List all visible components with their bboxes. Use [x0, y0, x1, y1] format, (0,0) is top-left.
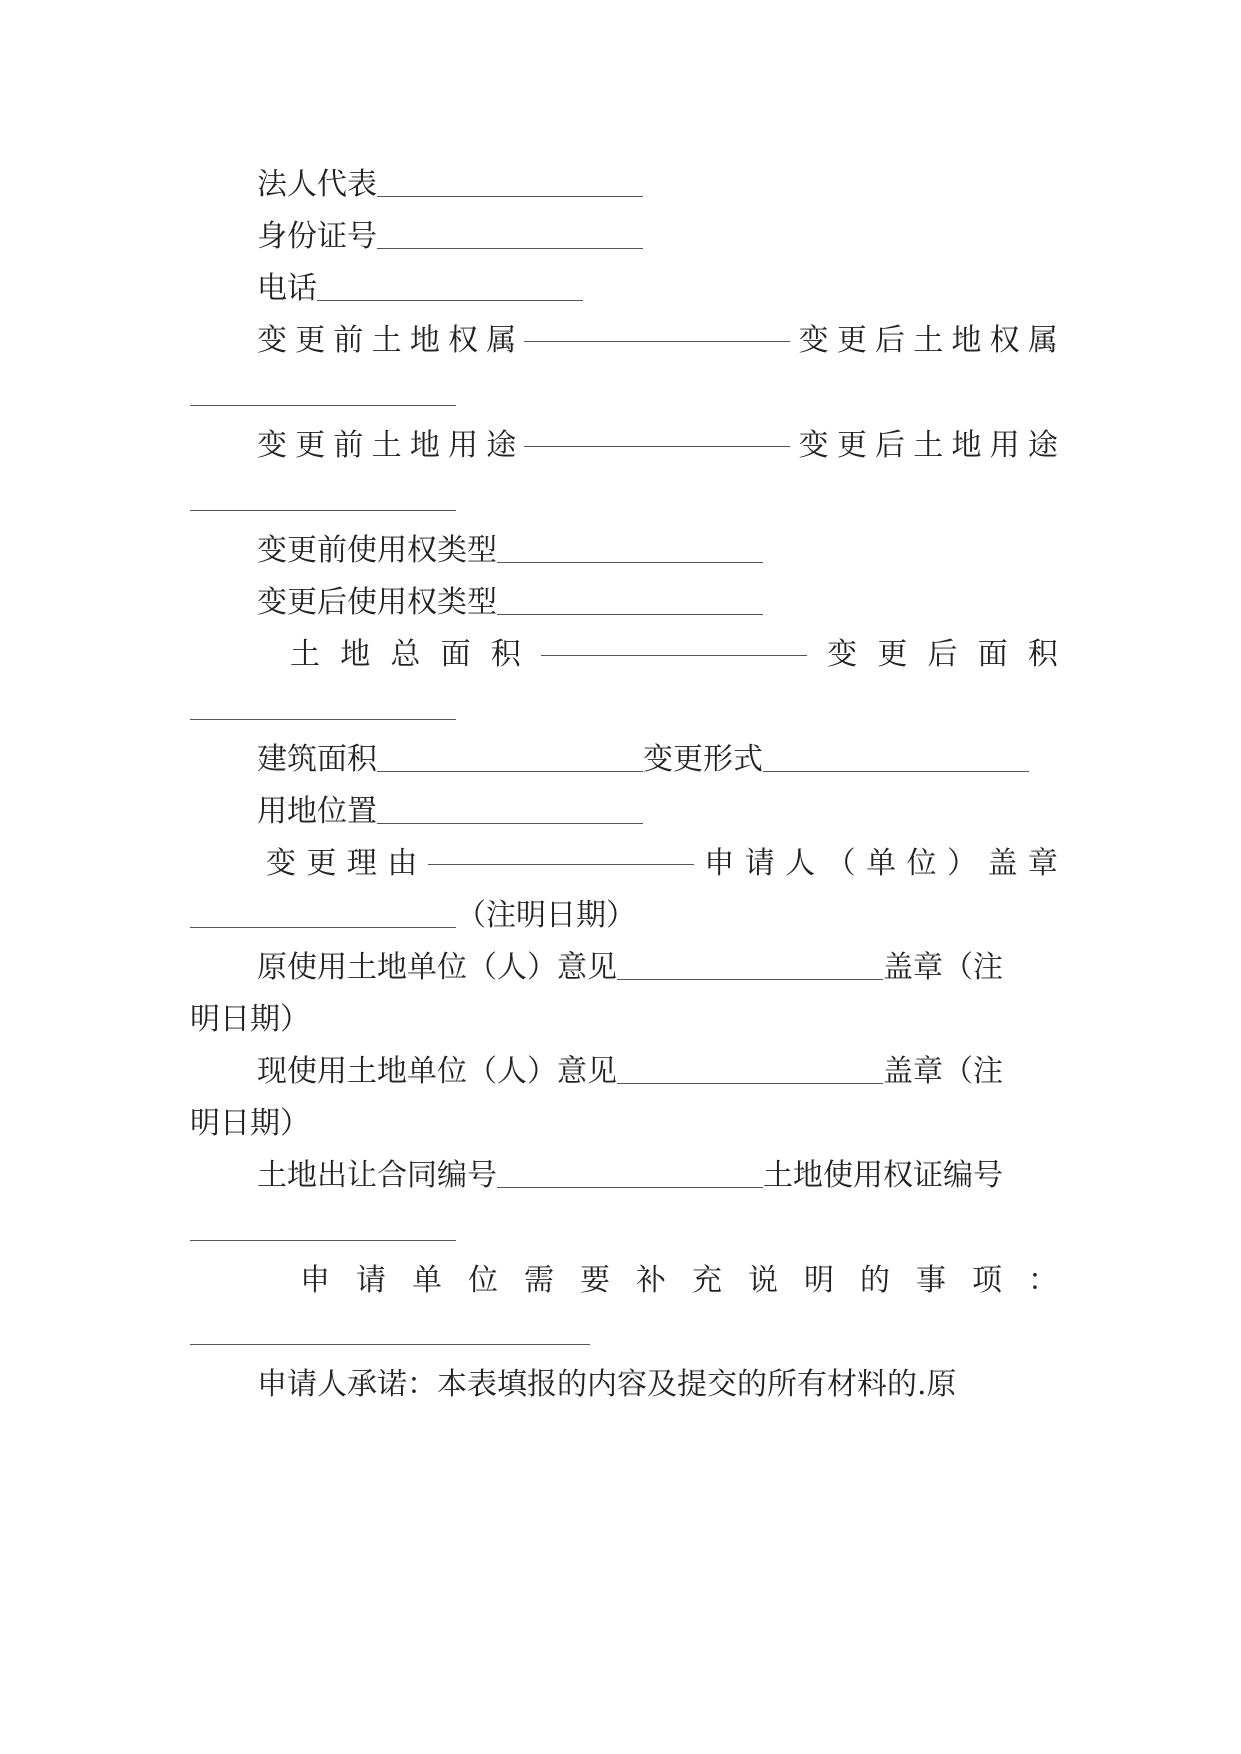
orig-opinion-blank[interactable]: [617, 978, 883, 980]
area-after-blank-line: [190, 686, 1058, 730]
supplement-blank[interactable]: [190, 1343, 590, 1345]
cert-no-label: 土地使用权证编号: [763, 1158, 1003, 1193]
total-area-char: 面: [440, 637, 471, 672]
area-after-char: 变: [827, 637, 858, 672]
owner-after-char: 地: [951, 323, 982, 358]
use-before-char: 变: [257, 428, 287, 463]
supplement-char: 补: [636, 1263, 666, 1298]
legal-rep-line: [190, 163, 1058, 207]
total-area-char: 土: [290, 637, 320, 672]
supplement-char: 单: [412, 1263, 442, 1298]
owner-after-blank-line: [190, 372, 1058, 416]
owner-before-char: 属: [486, 323, 517, 358]
reason-char: 变: [266, 846, 296, 881]
building-area-blank[interactable]: [377, 770, 643, 772]
orig-opinion-label: 原使用土地单位（人）意见: [257, 950, 617, 985]
phone-label: 电话: [257, 271, 317, 306]
supplement-line: [190, 1259, 1058, 1303]
use-line: [190, 424, 1058, 468]
location-blank[interactable]: [377, 822, 643, 824]
reason-char: 理: [346, 846, 377, 881]
total-area-char: 地: [340, 637, 371, 672]
supplement-char: 充: [692, 1263, 722, 1298]
supplement-char: 请: [356, 1263, 386, 1298]
phone-line: [190, 267, 1058, 311]
owner-before-char: 土: [371, 323, 402, 358]
use-before-char: 地: [409, 428, 440, 463]
applicant-seal-char: 单: [866, 846, 897, 881]
use-before-blank[interactable]: [524, 445, 790, 447]
applicant-seal-char: 位: [906, 846, 937, 881]
id-number-line: [190, 215, 1058, 259]
curr-seal-cont-line: [190, 1102, 1058, 1146]
owner-before-char: 地: [409, 323, 440, 358]
cert-no-blank-line: [190, 1207, 1058, 1251]
use-after-blank[interactable]: [190, 509, 456, 511]
commitment-line: [190, 1363, 1058, 1407]
area-after-char: 积: [1027, 637, 1058, 672]
supplement-char: 需: [524, 1263, 554, 1298]
legal-rep-label: 法人代表: [257, 167, 377, 202]
orig-opinion-line: [190, 946, 1058, 990]
contract-line: [190, 1154, 1058, 1198]
cert-no-blank[interactable]: [190, 1239, 456, 1241]
orig-seal-cont-line: [190, 998, 1058, 1042]
seal-date-line: [190, 894, 1058, 938]
reason-char: 更: [306, 846, 337, 881]
right-type-before-line: [190, 529, 1058, 573]
use-after-char: 地: [951, 428, 982, 463]
area-after-blank[interactable]: [190, 718, 456, 720]
right-type-before-label: 变更前使用权类型: [257, 533, 497, 568]
use-before-char: 前: [333, 428, 364, 463]
use-after-char: 变: [798, 428, 829, 463]
building-area-label: 建筑面积: [257, 742, 377, 777]
curr-opinion-line: [190, 1050, 1058, 1094]
owner-after-char: 土: [913, 323, 944, 358]
owner-before-char: 权: [448, 323, 479, 358]
supplement-char: 位: [468, 1263, 498, 1298]
use-before-char: 更: [295, 428, 326, 463]
use-after-char: 后: [875, 428, 906, 463]
area-line: [190, 633, 1058, 677]
use-after-char: 土: [913, 428, 944, 463]
supplement-blank-line: [190, 1311, 1058, 1355]
commitment-text: 申请人承诺：本表填报的内容及提交的所有材料的.原: [257, 1367, 957, 1402]
applicant-seal-char: 章: [1027, 846, 1058, 881]
reason-char: 由: [387, 846, 418, 881]
area-after-char: 面: [977, 637, 1008, 672]
id-number-blank[interactable]: [377, 247, 643, 249]
owner-before-blank[interactable]: [524, 340, 790, 342]
supplement-char: 项: [972, 1263, 1002, 1298]
right-type-after-label: 变更后使用权类型: [257, 585, 497, 620]
total-area-blank[interactable]: [541, 654, 807, 656]
owner-after-char: 后: [875, 323, 906, 358]
use-before-char: 土: [371, 428, 402, 463]
supplement-char: ：: [1028, 1263, 1058, 1298]
use-after-blank-line: [190, 477, 1058, 521]
location-label: 用地位置: [257, 794, 377, 829]
supplement-char: 要: [580, 1263, 610, 1298]
location-line: [190, 790, 1058, 834]
orig-seal-label: 盖章（注: [883, 950, 1003, 985]
change-form-label: 变更形式: [643, 742, 763, 777]
total-area-char: 积: [490, 637, 521, 672]
area-after-char: 更: [877, 637, 908, 672]
reason-line: [190, 842, 1058, 886]
applicant-seal-char: ）: [946, 846, 977, 881]
supplement-char: 事: [916, 1263, 946, 1298]
ownership-line: [190, 319, 1058, 363]
total-area-char: 总: [390, 637, 421, 672]
use-after-char: 用: [989, 428, 1020, 463]
use-after-char: 途: [1027, 428, 1058, 463]
owner-after-char: 属: [1027, 323, 1058, 358]
area-after-char: 后: [927, 637, 958, 672]
supplement-char: 申: [300, 1263, 330, 1298]
right-type-after-blank[interactable]: [497, 613, 763, 615]
right-type-after-line: [190, 581, 1058, 625]
building-area-line: [190, 738, 1058, 782]
owner-after-char: 变: [798, 323, 829, 358]
supplement-char: 说: [748, 1263, 778, 1298]
owner-after-char: 更: [836, 323, 867, 358]
curr-opinion-label: 现使用土地单位（人）意见: [257, 1054, 617, 1089]
contract-no-label: 土地出让合同编号: [257, 1158, 497, 1193]
use-after-char: 更: [836, 428, 867, 463]
curr-seal-date: 明日期）: [190, 1106, 310, 1141]
owner-before-char: 前: [333, 323, 364, 358]
legal-rep-blank[interactable]: [377, 195, 643, 197]
applicant-seal-char: 人: [785, 846, 816, 881]
applicant-seal-char: （: [825, 846, 856, 881]
id-number-label: 身份证号: [257, 219, 377, 254]
owner-after-blank[interactable]: [190, 404, 456, 406]
phone-blank[interactable]: [317, 299, 583, 301]
supplement-char: 的: [860, 1263, 890, 1298]
owner-after-char: 权: [989, 323, 1020, 358]
right-type-before-blank[interactable]: [497, 561, 763, 563]
curr-seal-label: 盖章（注: [883, 1054, 1003, 1089]
supplement-char: 明: [804, 1263, 834, 1298]
change-form-blank[interactable]: [763, 770, 1029, 772]
applicant-seal-char: 请: [744, 846, 775, 881]
contract-no-blank[interactable]: [497, 1186, 763, 1188]
curr-opinion-blank[interactable]: [617, 1082, 883, 1084]
orig-seal-date: 明日期）: [190, 1002, 310, 1037]
date-note: （注明日期）: [456, 898, 636, 933]
applicant-seal-char: 盖: [987, 846, 1018, 881]
use-before-char: 途: [486, 428, 517, 463]
reason-blank[interactable]: [428, 863, 694, 865]
applicant-seal-char: 申: [704, 846, 735, 881]
owner-before-char: 变: [257, 323, 287, 358]
use-before-char: 用: [448, 428, 479, 463]
owner-before-char: 更: [295, 323, 326, 358]
applicant-seal-blank[interactable]: [190, 926, 456, 928]
